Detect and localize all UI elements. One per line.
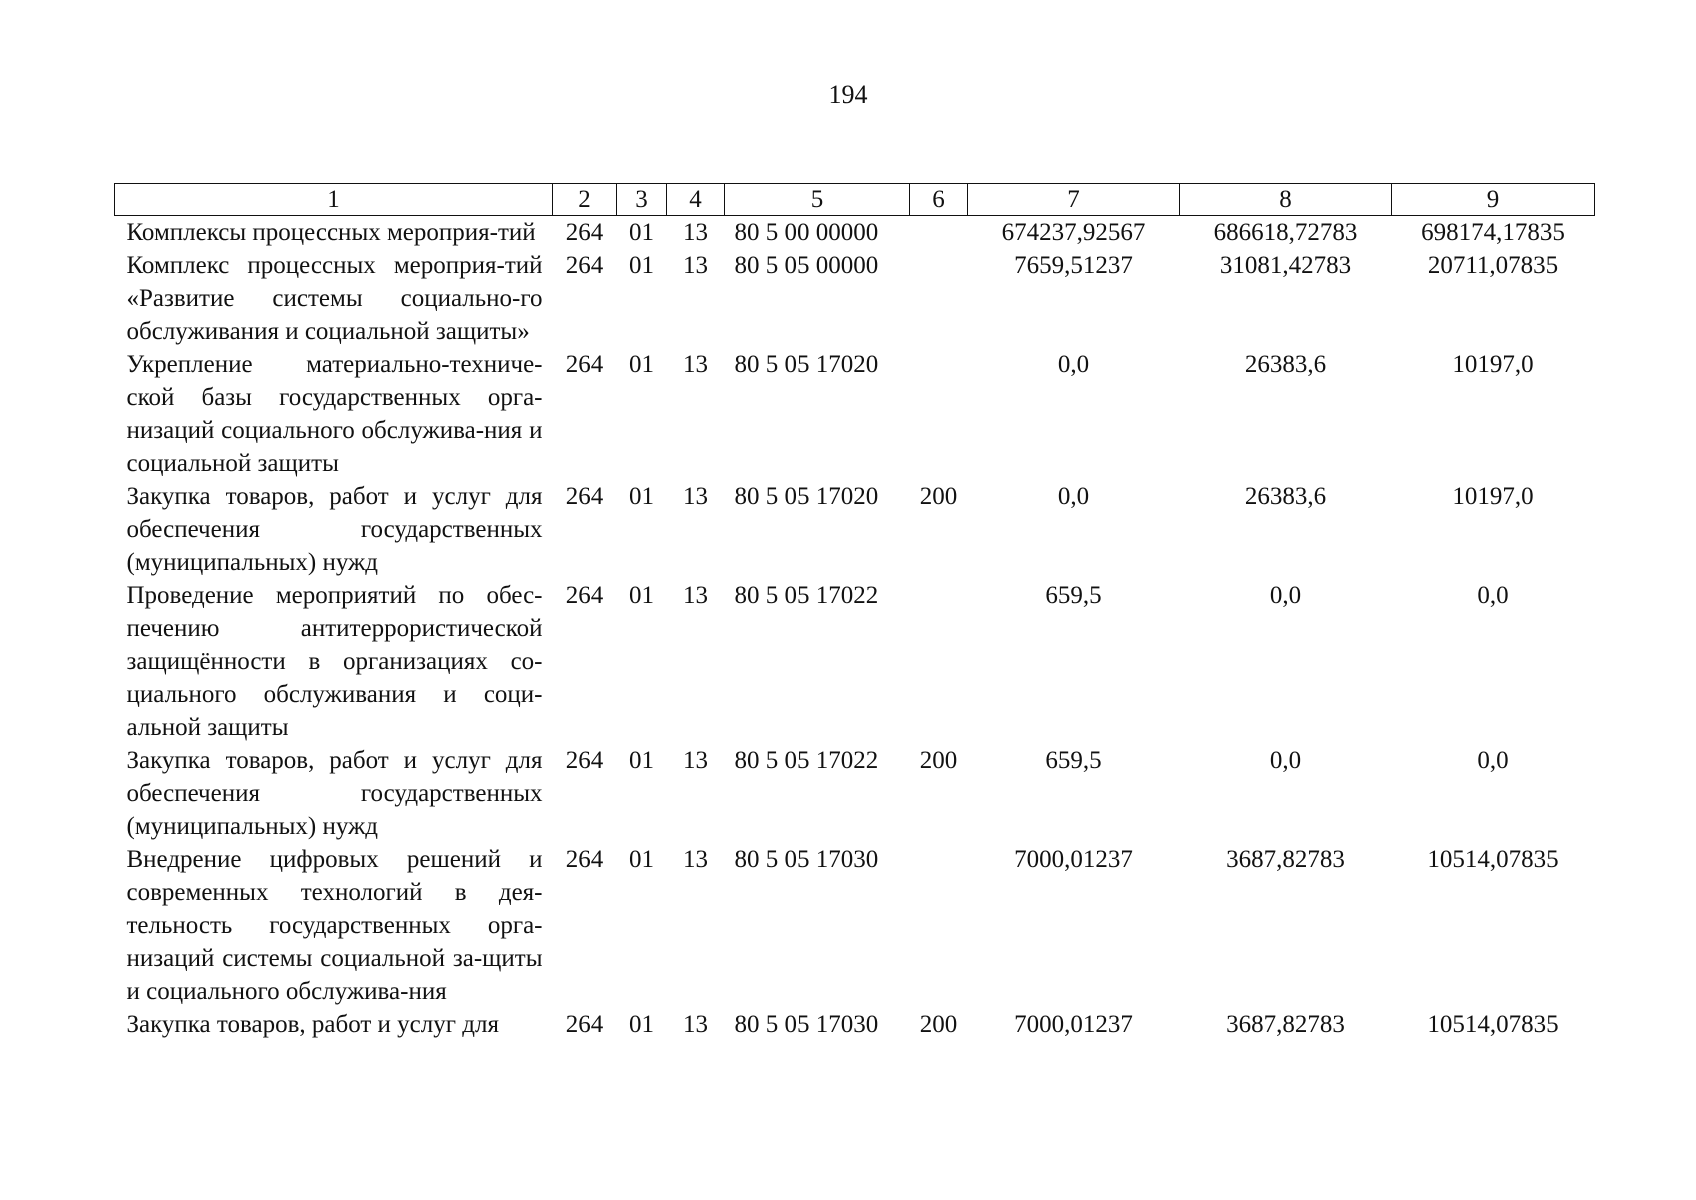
subsection-code-cell: 13 <box>683 351 708 378</box>
subsection-code-cell: 13 <box>683 483 708 510</box>
column-header-7: 7 <box>968 184 1180 216</box>
section-code-cell: 01 <box>629 747 654 774</box>
amount-col9-cell: 10197,0 <box>1452 351 1534 378</box>
subsection-code-cell: 13 <box>683 252 708 279</box>
subsection-code-cell: 13 <box>683 846 708 873</box>
admin-code-cell: 264 <box>565 846 604 873</box>
row-name-cell: Закупка товаров, работ и услуг для <box>126 1011 499 1038</box>
section-code-cell: 01 <box>629 252 654 279</box>
column-header-9: 9 <box>1392 184 1595 216</box>
amount-col9-cell: 20711,07835 <box>1427 252 1559 279</box>
amount-col7-cell: 659,5 <box>1045 582 1102 609</box>
amount-col8-cell: 0,0 <box>1269 582 1302 609</box>
amount-col7-cell: 0,0 <box>1057 351 1090 378</box>
row-name-cell: Закупка товаров, работ и услуг для обеспечения государственных (муниципальных) нужд <box>126 483 543 576</box>
amount-col8-cell: 686618,72783 <box>1213 219 1358 246</box>
subsection-code-cell: 13 <box>683 582 708 609</box>
column-header-1: 1 <box>115 184 553 216</box>
amount-col7-cell: 0,0 <box>1057 483 1090 510</box>
row-name-cell: Внедрение цифровых решений и современных технологий в дея-тельность государственных орга-низаций системы социальной за-щиты и социального обслужива-ния <box>126 846 543 1005</box>
expense-type-cell <box>910 348 968 480</box>
page-number: 194 <box>828 80 868 109</box>
target-article-cell: 80 5 05 17030 <box>734 846 879 873</box>
table-row <box>115 249 1595 348</box>
expense-type-cell <box>910 249 968 348</box>
section-code-cell: 01 <box>629 219 654 246</box>
amount-col9-cell: 10197,0 <box>1452 483 1534 510</box>
target-article-cell: 80 5 05 17020 <box>734 351 879 378</box>
admin-code-cell: 264 <box>565 219 604 246</box>
amount-col7-cell: 659,5 <box>1045 747 1102 774</box>
section-code-cell: 01 <box>629 351 654 378</box>
expense-type-cell: 200 <box>919 483 958 510</box>
section-code-cell: 01 <box>629 483 654 510</box>
column-header-4: 4 <box>667 184 725 216</box>
table-row <box>115 348 1595 480</box>
target-article-cell: 80 5 05 17030 <box>734 1011 879 1038</box>
admin-code-cell: 264 <box>565 747 604 774</box>
amount-col8-cell: 26383,6 <box>1244 351 1327 378</box>
table-row <box>115 480 1595 579</box>
row-name-cell: Укрепление материально-техниче-ской базы государственных орга-низаций социального обслужива-ния и социальной защиты <box>126 351 543 477</box>
amount-col8-cell: 3687,82783 <box>1226 846 1345 873</box>
expense-type-cell: 200 <box>919 747 958 774</box>
table-row <box>115 216 1595 250</box>
admin-code-cell: 264 <box>565 351 604 378</box>
section-code-cell: 01 <box>629 1011 654 1038</box>
expense-type-cell <box>910 579 968 744</box>
target-article-cell: 80 5 05 00000 <box>734 252 879 279</box>
subsection-code-cell: 13 <box>683 219 708 246</box>
amount-col9-cell: 10514,07835 <box>1427 846 1559 873</box>
table-body <box>115 216 1595 1042</box>
target-article-cell: 80 5 05 17022 <box>734 582 879 609</box>
expense-type-cell: 200 <box>919 1011 958 1038</box>
admin-code-cell: 264 <box>565 252 604 279</box>
column-header-3: 3 <box>617 184 667 216</box>
budget-table <box>114 183 1595 1041</box>
amount-col8-cell: 31081,42783 <box>1219 252 1352 279</box>
row-name-cell: Проведение мероприятий по обес-печению антитеррористической защищённости в организациях со-циального обслуживания и соци-альной защиты <box>126 582 543 741</box>
column-header-6: 6 <box>910 184 968 216</box>
admin-code-cell: 264 <box>565 582 604 609</box>
column-header-5: 5 <box>725 184 910 216</box>
table-row <box>115 744 1595 843</box>
table-row <box>115 1008 1595 1041</box>
column-header-8: 8 <box>1180 184 1392 216</box>
column-number-header-row <box>115 184 1595 216</box>
amount-col9-cell: 0,0 <box>1477 747 1509 774</box>
amount-col9-cell: 10514,07835 <box>1427 1011 1559 1038</box>
admin-code-cell: 264 <box>565 1011 604 1038</box>
target-article-cell: 80 5 05 17022 <box>734 747 879 774</box>
target-article-cell: 80 5 00 00000 <box>734 219 879 246</box>
expense-type-cell <box>910 216 968 250</box>
row-name-cell: Закупка товаров, работ и услуг для обеспечения государственных (муниципальных) нужд <box>126 747 543 840</box>
row-name-cell: Комплексы процессных мероприя-тий <box>126 219 536 246</box>
subsection-code-cell: 13 <box>683 747 708 774</box>
section-code-cell: 01 <box>629 846 654 873</box>
section-code-cell: 01 <box>629 582 654 609</box>
amount-col9-cell: 698174,17835 <box>1421 219 1565 246</box>
subsection-code-cell: 13 <box>683 1011 708 1038</box>
target-article-cell: 80 5 05 17020 <box>734 483 879 510</box>
table-row <box>115 579 1595 744</box>
amount-col8-cell: 0,0 <box>1269 747 1302 774</box>
amount-col7-cell: 7000,01237 <box>1014 1011 1133 1038</box>
column-header-2: 2 <box>553 184 617 216</box>
expense-type-cell <box>910 843 968 1008</box>
amount-col7-cell: 7000,01237 <box>1014 846 1133 873</box>
table-row <box>115 843 1595 1008</box>
admin-code-cell: 264 <box>565 483 604 510</box>
row-name-cell: Комплекс процессных мероприя-тий «Развитие системы социально-го обслуживания и социальной защиты» <box>126 252 543 345</box>
amount-col7-cell: 674237,92567 <box>1001 219 1146 246</box>
amount-col8-cell: 3687,82783 <box>1226 1011 1345 1038</box>
amount-col8-cell: 26383,6 <box>1244 483 1327 510</box>
amount-col7-cell: 7659,51237 <box>1014 252 1133 279</box>
amount-col9-cell: 0,0 <box>1477 582 1509 609</box>
